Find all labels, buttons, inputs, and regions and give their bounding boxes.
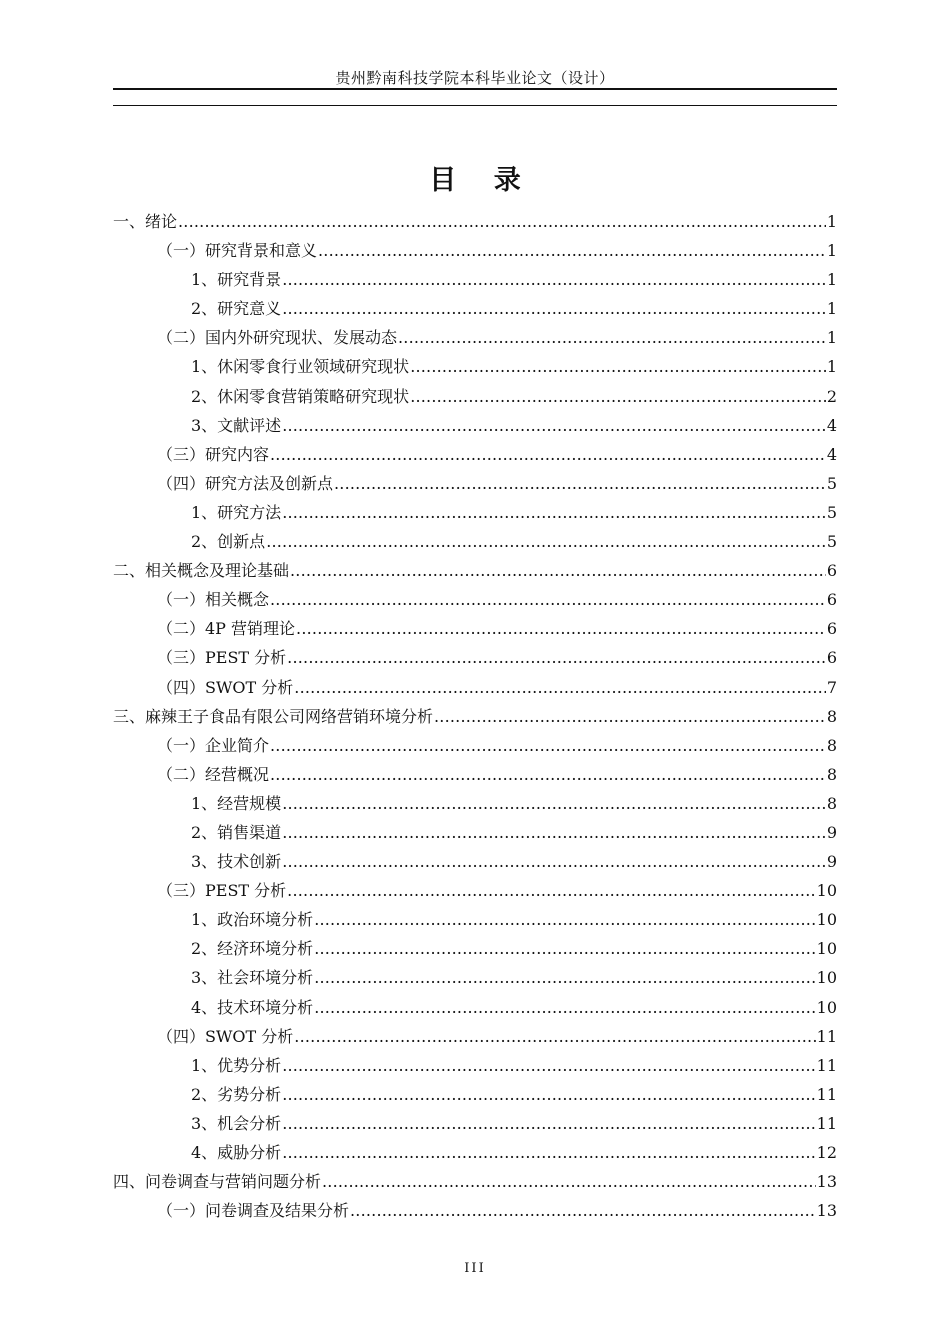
toc-entry[interactable] <box>113 731 837 760</box>
toc-entry-page: 11 <box>816 1084 837 1104</box>
toc-entry-page: 6 <box>826 619 837 639</box>
toc-entry[interactable] <box>113 789 837 818</box>
dot-leader <box>398 323 826 352</box>
toc-entry-label: 1、研究背景 <box>191 270 282 290</box>
toc-entry-label: （二）经营概况 <box>157 764 270 784</box>
toc-entry[interactable] <box>113 934 837 963</box>
toc-entry-label: （一）相关概念 <box>157 590 270 610</box>
toc-entry[interactable] <box>113 1080 837 1109</box>
toc-entry-page: 9 <box>826 822 837 842</box>
toc-entry-label: 4、威胁分析 <box>191 1143 282 1162</box>
toc-entry-label: （一）问卷调查及结果分析 <box>157 1201 350 1221</box>
dot-leader <box>282 1138 815 1167</box>
dot-leader <box>282 1109 815 1138</box>
toc-entry-label: 2、经济环境分析 <box>191 939 314 959</box>
header-rule-thin <box>113 105 837 106</box>
toc-entry-page: 1 <box>826 357 837 377</box>
dot-leader <box>410 382 826 411</box>
dot-leader <box>434 702 826 731</box>
dot-leader <box>290 556 826 585</box>
toc-entry-page: 6 <box>826 561 837 581</box>
toc-entry[interactable] <box>113 294 837 323</box>
toc-entry-page: 1 <box>826 270 837 290</box>
toc-entry-label: （四）SWOT 分析 <box>157 1026 294 1046</box>
toc-entry[interactable] <box>113 469 837 498</box>
dot-leader <box>314 905 815 934</box>
toc-entry[interactable] <box>113 1109 837 1138</box>
dot-leader <box>318 236 826 265</box>
toc-entry-label: 1、休闲零食行业领域研究现状 <box>191 357 410 377</box>
toc-entry-page: 5 <box>826 502 837 522</box>
toc-entry-page: 4 <box>826 444 837 464</box>
toc-entry[interactable] <box>113 1196 837 1225</box>
toc-entry-page: 1 <box>826 299 837 319</box>
dot-leader <box>282 498 826 527</box>
toc-entry[interactable] <box>113 1051 837 1080</box>
toc-entry-label: 3、机会分析 <box>191 1113 282 1133</box>
toc-entry-label: 1、政治环境分析 <box>191 910 314 930</box>
toc-entry[interactable] <box>113 236 837 265</box>
toc-entry-label: （二）4P 营销理论 <box>157 619 296 639</box>
toc-entry-label: （一）企业简介 <box>157 735 270 755</box>
toc-entry-page: 10 <box>816 881 837 901</box>
toc-entry-page: 11 <box>816 1055 837 1075</box>
toc-entry-label: 3、技术创新 <box>191 852 282 872</box>
toc-entry-page: 4 <box>826 415 837 435</box>
toc-entry-label: 2、劣势分析 <box>191 1084 282 1104</box>
toc-entry[interactable] <box>113 818 837 847</box>
header-rule-thick <box>113 88 837 90</box>
toc-entry[interactable] <box>113 643 837 672</box>
running-header: 贵州黔南科技学院本科毕业论文（设计） <box>335 69 615 87</box>
toc-entry-label: 1、研究方法 <box>191 502 282 522</box>
dot-leader <box>287 876 815 905</box>
toc-entry-page: 5 <box>826 473 837 493</box>
toc-entry-label: 1、经营规模 <box>191 793 282 813</box>
toc-entry-label: （四）研究方法及创新点 <box>157 473 334 493</box>
toc-entry[interactable] <box>113 905 837 934</box>
toc-entry-page: 6 <box>826 590 837 610</box>
toc-entry-label: 四、问卷调查与营销问题分析 <box>113 1172 322 1192</box>
toc-entry-page: 1 <box>826 212 837 231</box>
toc-entry[interactable] <box>113 993 837 1022</box>
toc-entry-page: 10 <box>816 968 837 988</box>
toc-entry[interactable] <box>113 556 837 585</box>
toc-entry-label: 一、绪论 <box>113 212 178 231</box>
toc-entry-label: （一）研究背景和意义 <box>157 241 318 261</box>
toc-entry-page: 13 <box>816 1201 837 1221</box>
dot-leader <box>282 265 826 294</box>
toc-entry-page: 8 <box>826 735 837 755</box>
dot-leader <box>282 294 826 323</box>
dot-leader <box>282 411 826 440</box>
toc-entry-label: 1、优势分析 <box>191 1055 282 1075</box>
toc-entry-label: （三）PEST 分析 <box>157 648 287 668</box>
toc-entry-page: 8 <box>826 764 837 784</box>
dot-leader <box>314 963 815 992</box>
toc-entry-label: 3、社会环境分析 <box>191 968 314 988</box>
dot-leader <box>178 207 826 236</box>
toc-entry-page: 7 <box>826 677 837 697</box>
toc-entry[interactable] <box>113 382 837 411</box>
dot-leader <box>334 469 826 498</box>
toc-entry[interactable] <box>113 673 837 702</box>
dot-leader <box>322 1167 816 1196</box>
page-number: III <box>464 1261 486 1276</box>
dot-leader <box>314 993 815 1022</box>
dot-leader <box>296 614 826 643</box>
toc-entry-label: 二、相关概念及理论基础 <box>113 561 290 581</box>
dot-leader <box>270 440 826 469</box>
toc-entry[interactable] <box>113 1167 837 1196</box>
dot-leader <box>287 643 826 672</box>
toc-entry-label: （二）国内外研究现状、发展动态 <box>157 328 398 348</box>
toc-entry-page: 10 <box>816 939 837 959</box>
toc-entry[interactable] <box>113 498 837 527</box>
toc-title: 目 录 <box>429 165 535 196</box>
toc-entry[interactable] <box>113 352 837 381</box>
toc-entry[interactable] <box>113 440 837 469</box>
toc-entry-page: 6 <box>826 648 837 668</box>
toc-entry[interactable] <box>113 1138 837 1167</box>
toc-entry[interactable] <box>113 847 837 876</box>
toc-entry-page: 8 <box>826 793 837 813</box>
dot-leader <box>282 818 826 847</box>
toc-entry-page: 9 <box>826 852 837 872</box>
dot-leader <box>350 1196 816 1225</box>
toc-entry-page: 5 <box>826 532 837 552</box>
toc-entry-label: （三）PEST 分析 <box>157 881 287 901</box>
table-of-contents <box>113 207 837 1225</box>
toc-entry[interactable] <box>113 963 837 992</box>
toc-entry-page: 10 <box>816 997 837 1017</box>
toc-entry-label: （四）SWOT 分析 <box>157 677 294 697</box>
toc-entry[interactable] <box>113 876 837 905</box>
toc-entry[interactable] <box>113 265 837 294</box>
toc-entry[interactable] <box>113 702 837 731</box>
toc-entry[interactable] <box>113 323 837 352</box>
toc-entry-label: 4、技术环境分析 <box>191 997 314 1017</box>
dot-leader <box>282 1051 815 1080</box>
toc-entry[interactable] <box>113 585 837 614</box>
dot-leader <box>294 673 826 702</box>
toc-entry-label: 2、销售渠道 <box>191 822 282 842</box>
toc-entry[interactable] <box>113 207 837 236</box>
toc-entry-label: 2、休闲零食营销策略研究现状 <box>191 386 410 406</box>
toc-entry[interactable] <box>113 1022 837 1051</box>
toc-entry-page: 11 <box>816 1026 837 1046</box>
toc-entry-label: 2、研究意义 <box>191 299 282 319</box>
dot-leader <box>410 352 826 381</box>
toc-entry[interactable] <box>113 614 837 643</box>
toc-entry[interactable] <box>113 527 837 556</box>
dot-leader <box>282 847 826 876</box>
dot-leader <box>294 1022 815 1051</box>
dot-leader <box>314 934 815 963</box>
toc-entry-label: 2、创新点 <box>191 532 266 552</box>
toc-entry-page: 1 <box>826 241 837 261</box>
toc-entry-page: 11 <box>816 1113 837 1133</box>
dot-leader <box>266 527 826 556</box>
toc-entry-page: 13 <box>816 1172 837 1192</box>
toc-entry-page: 2 <box>826 386 837 406</box>
toc-entry-page: 8 <box>826 706 837 726</box>
toc-entry[interactable] <box>113 411 837 440</box>
toc-entry-label: 三、麻辣王子食品有限公司网络营销环境分析 <box>113 706 434 726</box>
dot-leader <box>270 731 826 760</box>
dot-leader <box>270 760 826 789</box>
toc-entry-page: 10 <box>816 910 837 930</box>
toc-entry-label: 3、文献评述 <box>191 415 282 435</box>
dot-leader <box>282 1080 815 1109</box>
toc-entry-page: 1 <box>826 328 837 348</box>
toc-entry-label: （三）研究内容 <box>157 444 270 464</box>
toc-entry[interactable] <box>113 760 837 789</box>
dot-leader <box>282 789 826 818</box>
dot-leader <box>270 585 826 614</box>
toc-entry-page: 12 <box>816 1143 837 1162</box>
